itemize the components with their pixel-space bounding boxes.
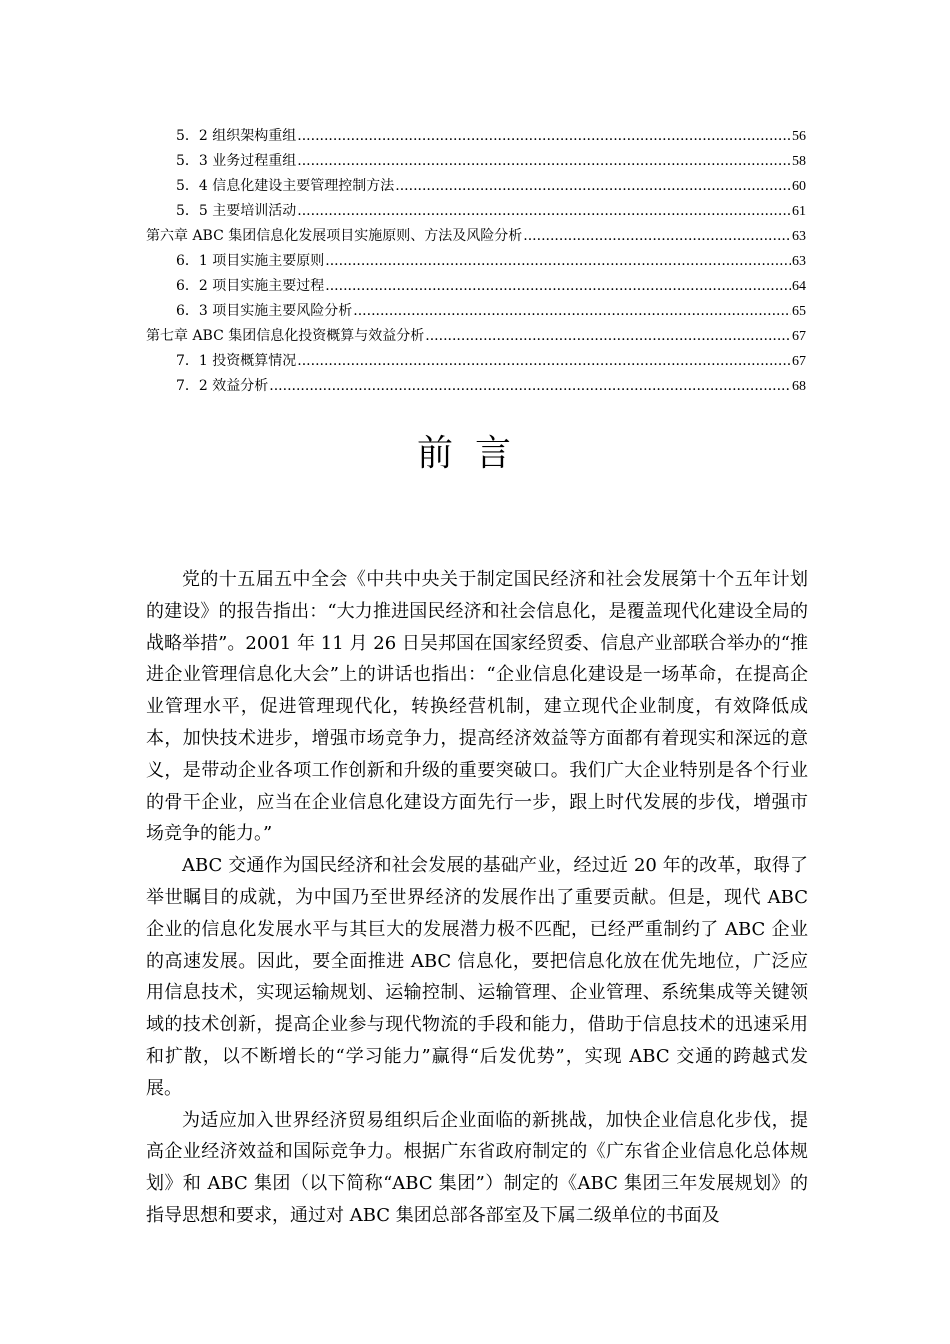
toc-entry-label: 第六章 ABC 集团信息化发展项目实施原则、方法及风险分析 [146,228,523,244]
toc-entry[interactable] [146,274,806,299]
toc-entry[interactable] [146,349,806,374]
toc-leader-dots [325,274,791,299]
toc-entry-page: 58 [792,154,806,169]
toc-leader-dots [523,224,791,249]
preface-heading: 前言 [416,433,533,474]
paragraph: ABC 交通作为国民经济和社会发展的基础产业，经过近 20 年的改革，取得了举世瞩目的成就，为中国乃至世界经济的发展作出了重要贡献。但是，现代 ABC 企业的信息化发展水平与其巨大的发展潜力极不匹配，已经严重制约了 ABC 企业的高速发展。因此，要全面推进 ABC 信息化，要把信息化放在优先地位，广泛应用信息技术，实现运输规划、运输控制、运输管理、企业管理、系统集成等关键领域的技术创新，提高企业参与现代物流的手段和能力，借助于信息技术的迅速采用和扩散，以不断增长的“学习能力”赢得“后发优势”，实现 ABC 交通的跨越式发展。 [146,855,808,1099]
toc-chapter-entry[interactable] [146,324,806,349]
toc-entry-label: 6．1 项目实施主要原则 [176,253,325,269]
toc-entry[interactable] [146,199,806,224]
toc-leader-dots [353,299,791,324]
toc-entry[interactable] [146,124,806,149]
toc-entry-label: 5．5 主要培训活动 [176,203,297,219]
toc-leader-dots [269,374,791,399]
toc-entry[interactable] [146,299,806,324]
toc-entry-page: 67 [792,329,806,344]
toc-leader-dots [297,149,791,174]
toc-entry-label: 7．1 投资概算情况 [176,353,297,369]
toc-chapter-entry[interactable] [146,224,806,249]
toc-entry-page: 65 [792,304,806,319]
toc-entry-label: 5．2 组织架构重组 [176,128,297,144]
toc-entry-page: 56 [792,129,806,144]
table-of-contents [146,124,806,399]
toc-leader-dots [297,349,791,374]
toc-entry-label: 7．2 效益分析 [176,378,269,394]
toc-entry-page: 67 [792,354,806,369]
toc-entry[interactable] [146,174,806,199]
toc-entry-page: 63 [792,229,806,244]
toc-entry[interactable] [146,249,806,274]
toc-entry-label: 第七章 ABC 集团信息化投资概算与效益分析 [146,328,425,344]
paragraph: 为适应加入世界经济贸易组织后企业面临的新挑战，加快企业信息化步伐，提高企业经济效益和国际竞争力。根据广东省政府制定的《广东省企业信息化总体规划》和 ABC 集团（以下简称“ABC 集团”）制定的《ABC 集团三年发展规划》的指导思想和要求，通过对 ABC 集团总部各部室及下属二级单位的书面及 [146,1109,808,1226]
paragraph: 党的十五届五中全会《中共中央关于制定国民经济和社会发展第十个五年计划的建设》的报告指出：“大力推进国民经济和社会信息化，是覆盖现代化建设全局的战略举措”。2001 年 11 月 26 日吴邦国在国家经贸委、信息产业部联合举办的“推进企业管理信息化大会”上的讲话也指出：“企业信息化建设是一场革命，在提高企业管理水平，促进管理现代化，转换经营机制，建立现代企业制度，有效降低成本，加快技术进步，增强市场竞争力，提高经济效益等方面都有着现实和深远的意义，是带动企业各项工作创新和升级的重要突破口。我们广大企业特别是各个行业的骨干企业，应当在企业信息化建设方面先行一步，跟上时代发展的步伐，增强市场竞争的能力。” [146,569,808,845]
toc-entry[interactable] [146,374,806,399]
preface-body [146,564,808,1232]
toc-entry-page: 68 [792,379,806,394]
toc-entry-page: 64 [792,279,806,294]
toc-leader-dots [395,174,791,199]
toc-leader-dots [425,324,791,349]
toc-entry[interactable] [146,149,806,174]
toc-entry-page: 61 [792,204,806,219]
toc-entry-page: 60 [792,179,806,194]
toc-entry-label: 5．4 信息化建设主要管理控制方法 [176,178,395,194]
toc-entry-page: 63 [792,254,806,269]
toc-leader-dots [297,124,791,149]
toc-entry-label: 5．3 业务过程重组 [176,153,297,169]
toc-leader-dots [325,249,791,274]
toc-leader-dots [297,199,791,224]
toc-entry-label: 6．2 项目实施主要过程 [176,278,325,294]
toc-entry-label: 6．3 项目实施主要风险分析 [176,303,353,319]
